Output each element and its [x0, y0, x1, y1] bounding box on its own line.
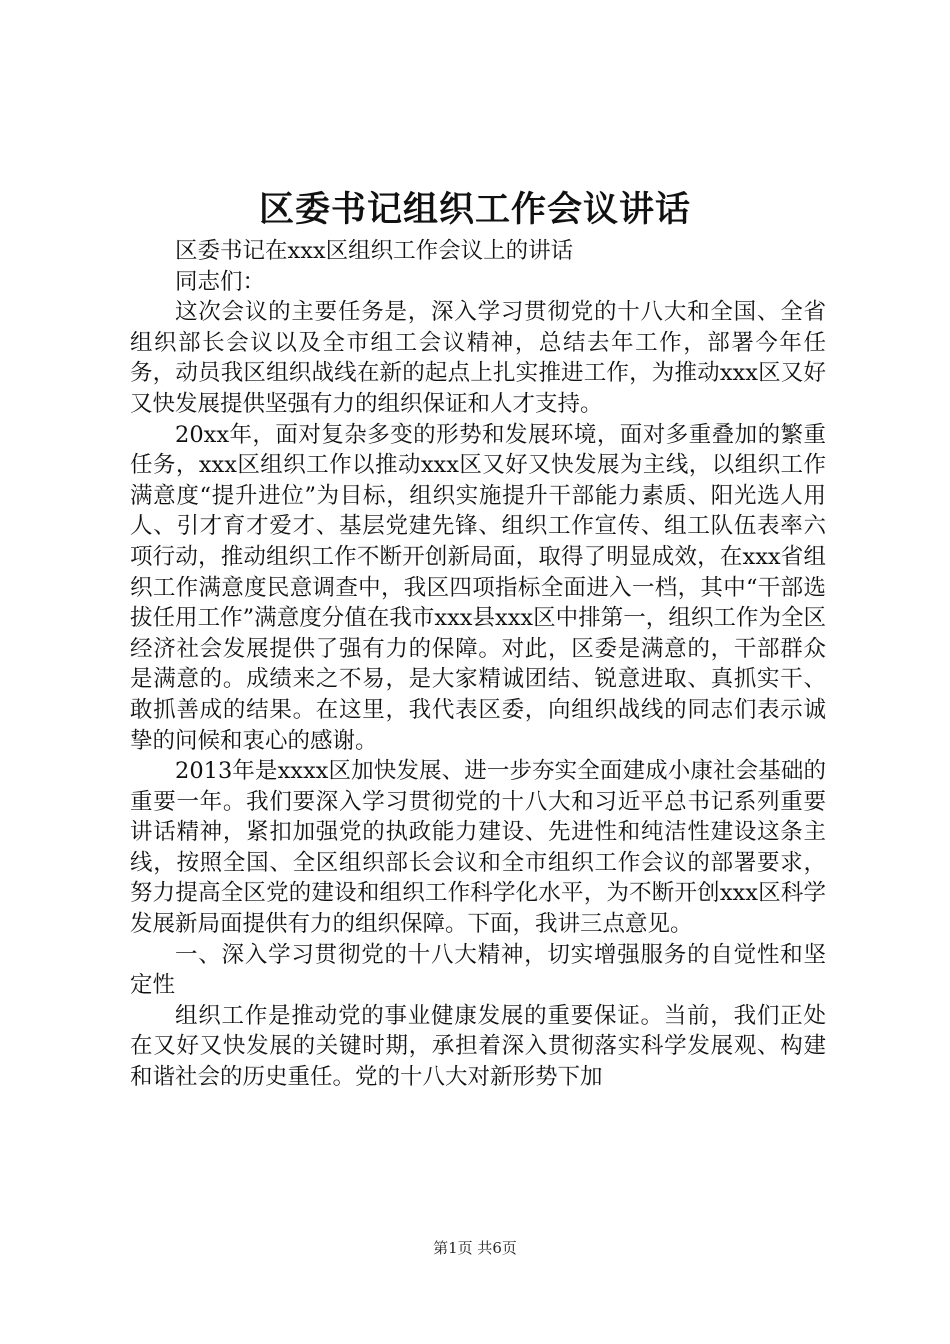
section-heading-1: 一、深入学习贯彻党的十八大精神，切实增强服务的自觉性和坚定性	[130, 941, 826, 999]
salutation: 同志们：	[175, 268, 266, 295]
speech-heading: 区委书记在xxx区组织工作会议上的讲话	[175, 238, 574, 264]
page-footer: 第1页 共6页	[433, 1239, 517, 1257]
paragraph-3: 2013年是xxxx区加快发展、进一步夯实全面建成小康社会基础的重要一年。我们要深入学习贯彻党的十八大和习近平总书记系列重要讲话精神，紧扣加强党的执政能力建设、先进性和纯洁性建设这条主线，按照全国、全区组织部长会议和全市组织工作会议的部署要求，努力提高全区党的建设和组织工作科学化水平，为不断开创xxx区科学发展新局面提供有力的组织保障。下面，我讲三点意见。	[130, 758, 826, 938]
paragraph-4: 组织工作是推动党的事业健康发展的重要保证。当前，我们正处在又好又快发展的关键时期，承担着深入贯彻落实科学发展观、构建和谐社会的历史重任。党的十八大对新形势下加	[130, 1002, 826, 1091]
document-title: 区委书记组织工作会议讲话	[258, 189, 691, 230]
document-body	[130, 236, 826, 1093]
paragraph-1: 这次会议的主要任务是，深入学习贯彻党的十八大和全国、全省组织部长会议以及全市组工会议精神，总结去年工作，部署今年任务，动员我区组织战线在新的起点上扎实推进工作，为推动xxx区又好又快发展提供坚强有力的组织保证和人才支持。	[130, 299, 826, 417]
paragraph-2: 20xx年，面对复杂多变的形势和发展环境，面对多重叠加的繁重任务，xxx区组织工作以推动xxx区又好又快发展为主线，以组织工作满意度“提升进位”为目标，组织实施提升干部能力素质、阳光选人用人、引才育才爱才、基层党建先锋、组织工作宣传、组工队伍表率六项行动，推动组织工作不断开创新局面，取得了明显成效，在xxx省组织工作满意度民意调查中，我区四项指标全面进入一档，其中“干部选拔任用工作”满意度分值在我市xxx县xxx区中排第一，组织工作为全区经济社会发展提供了强有力的保障。对此，区委是满意的，干部群众是满意的。成绩来之不易，是大家精诚团结、锐意进取、真抓实干、敢抓善成的结果。在这里，我代表区委，向组织战线的同志们表示诚挚的问候和衷心的感谢。	[130, 421, 826, 754]
